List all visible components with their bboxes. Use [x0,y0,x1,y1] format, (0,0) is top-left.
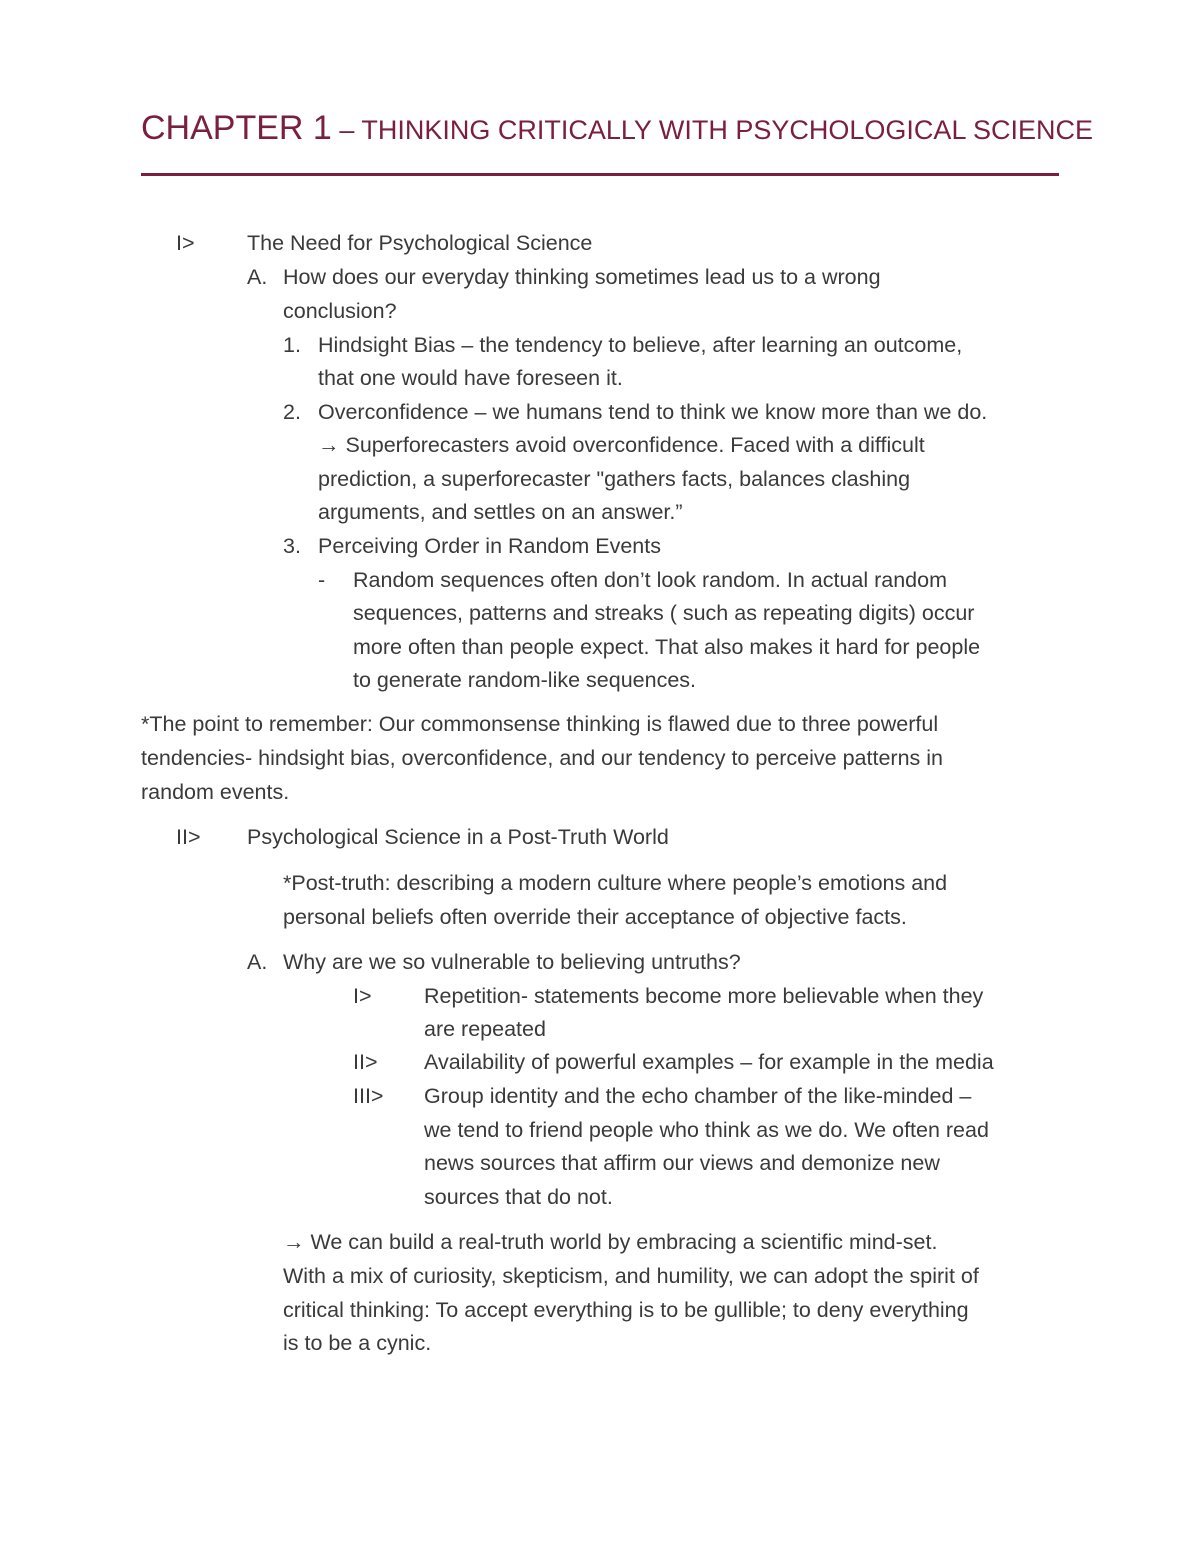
repetition-line: are repeated [424,1017,546,1041]
section-2-heading: Psychological Science in a Post-Truth World [247,825,669,849]
list-item-marker: 1. [283,333,301,357]
group-identity-line: we tend to friend people who think as we do. We often read [424,1118,989,1142]
hindsight-bias-line: Hindsight Bias – the tendency to believe, after learning an outcome, [318,333,963,357]
list-item-marker: 2. [283,400,301,424]
point-to-remember-line: random events. [141,780,290,804]
conclusion-line: → We can build a real-truth world by embracing a scientific mind-set. [283,1230,938,1254]
random-sequences-line: Random sequences often don’t look random. In actual random [353,568,948,592]
section-1-a-marker: A. [247,265,268,289]
conclusion-line: is to be a cynic. [283,1331,432,1355]
section-1-marker: I> [176,231,195,255]
conclusion-line: critical thinking: To accept everything is to be gullible; to deny everything [283,1298,969,1322]
point-to-remember-line: *The point to remember: Our commonsense thinking is flawed due to three powerful [141,712,939,736]
section-2-a-text: Why are we so vulnerable to believing untruths? [283,950,741,974]
availability-line: Availability of powerful examples – for example in the media [424,1050,994,1074]
point-to-remember-line: tendencies- hindsight bias, overconfidence, and our tendency to perceive patterns in [141,746,943,770]
overconfidence-line: prediction, a superforecaster "gathers facts, balances clashing [318,467,911,491]
chapter-subject: THINKING CRITICALLY WITH PSYCHOLOGICAL SCIENCE [361,115,1093,145]
chapter-title [141,106,1093,152]
random-events-heading: Perceiving Order in Random Events [318,534,661,558]
section-2-a-marker: A. [247,950,268,974]
reason-marker: I> [353,984,372,1008]
chapter-number: CHAPTER 1 [141,109,332,147]
random-sequences-line: sequences, patterns and streaks ( such as repeating digits) occur [353,601,975,625]
section-1-heading: The Need for Psychological Science [247,231,593,255]
random-sequences-line: more often than people expect. That also makes it hard for people [353,635,981,659]
overconfidence-line: Overconfidence – we humans tend to think we know more than we do. [318,400,988,424]
overconfidence-line: → Superforecasters avoid overconfidence. Faced with a difficult [318,433,925,457]
repetition-line: Repetition- statements become more believable when they [424,984,984,1008]
reason-marker: II> [353,1050,378,1074]
conclusion-line: With a mix of curiosity, skepticism, and humility, we can adopt the spirit of [283,1264,979,1288]
group-identity-line: sources that do not. [424,1185,613,1209]
title-underline [141,173,1059,176]
section-1-a-line: How does our everyday thinking sometimes lead us to a wrong [283,265,881,289]
group-identity-line: news sources that affirm our views and demonize new [424,1151,940,1175]
random-sequences-line: to generate random-like sequences. [353,668,697,692]
post-truth-definition-line: personal beliefs often override their acceptance of objective facts. [283,905,907,929]
section-1-a-line: conclusion? [283,299,397,323]
group-identity-line: Group identity and the echo chamber of the like-minded – [424,1084,972,1108]
post-truth-definition-line: *Post-truth: describing a modern culture where people’s emotions and [283,871,948,895]
reason-marker: III> [353,1084,384,1108]
overconfidence-line: arguments, and settles on an answer.” [318,500,683,524]
title-dash: – [331,115,362,145]
hindsight-bias-line: that one would have foreseen it. [318,366,623,390]
section-2-marker: II> [176,825,201,849]
sub-list-marker: - [318,568,326,592]
list-item-marker: 3. [283,534,301,558]
